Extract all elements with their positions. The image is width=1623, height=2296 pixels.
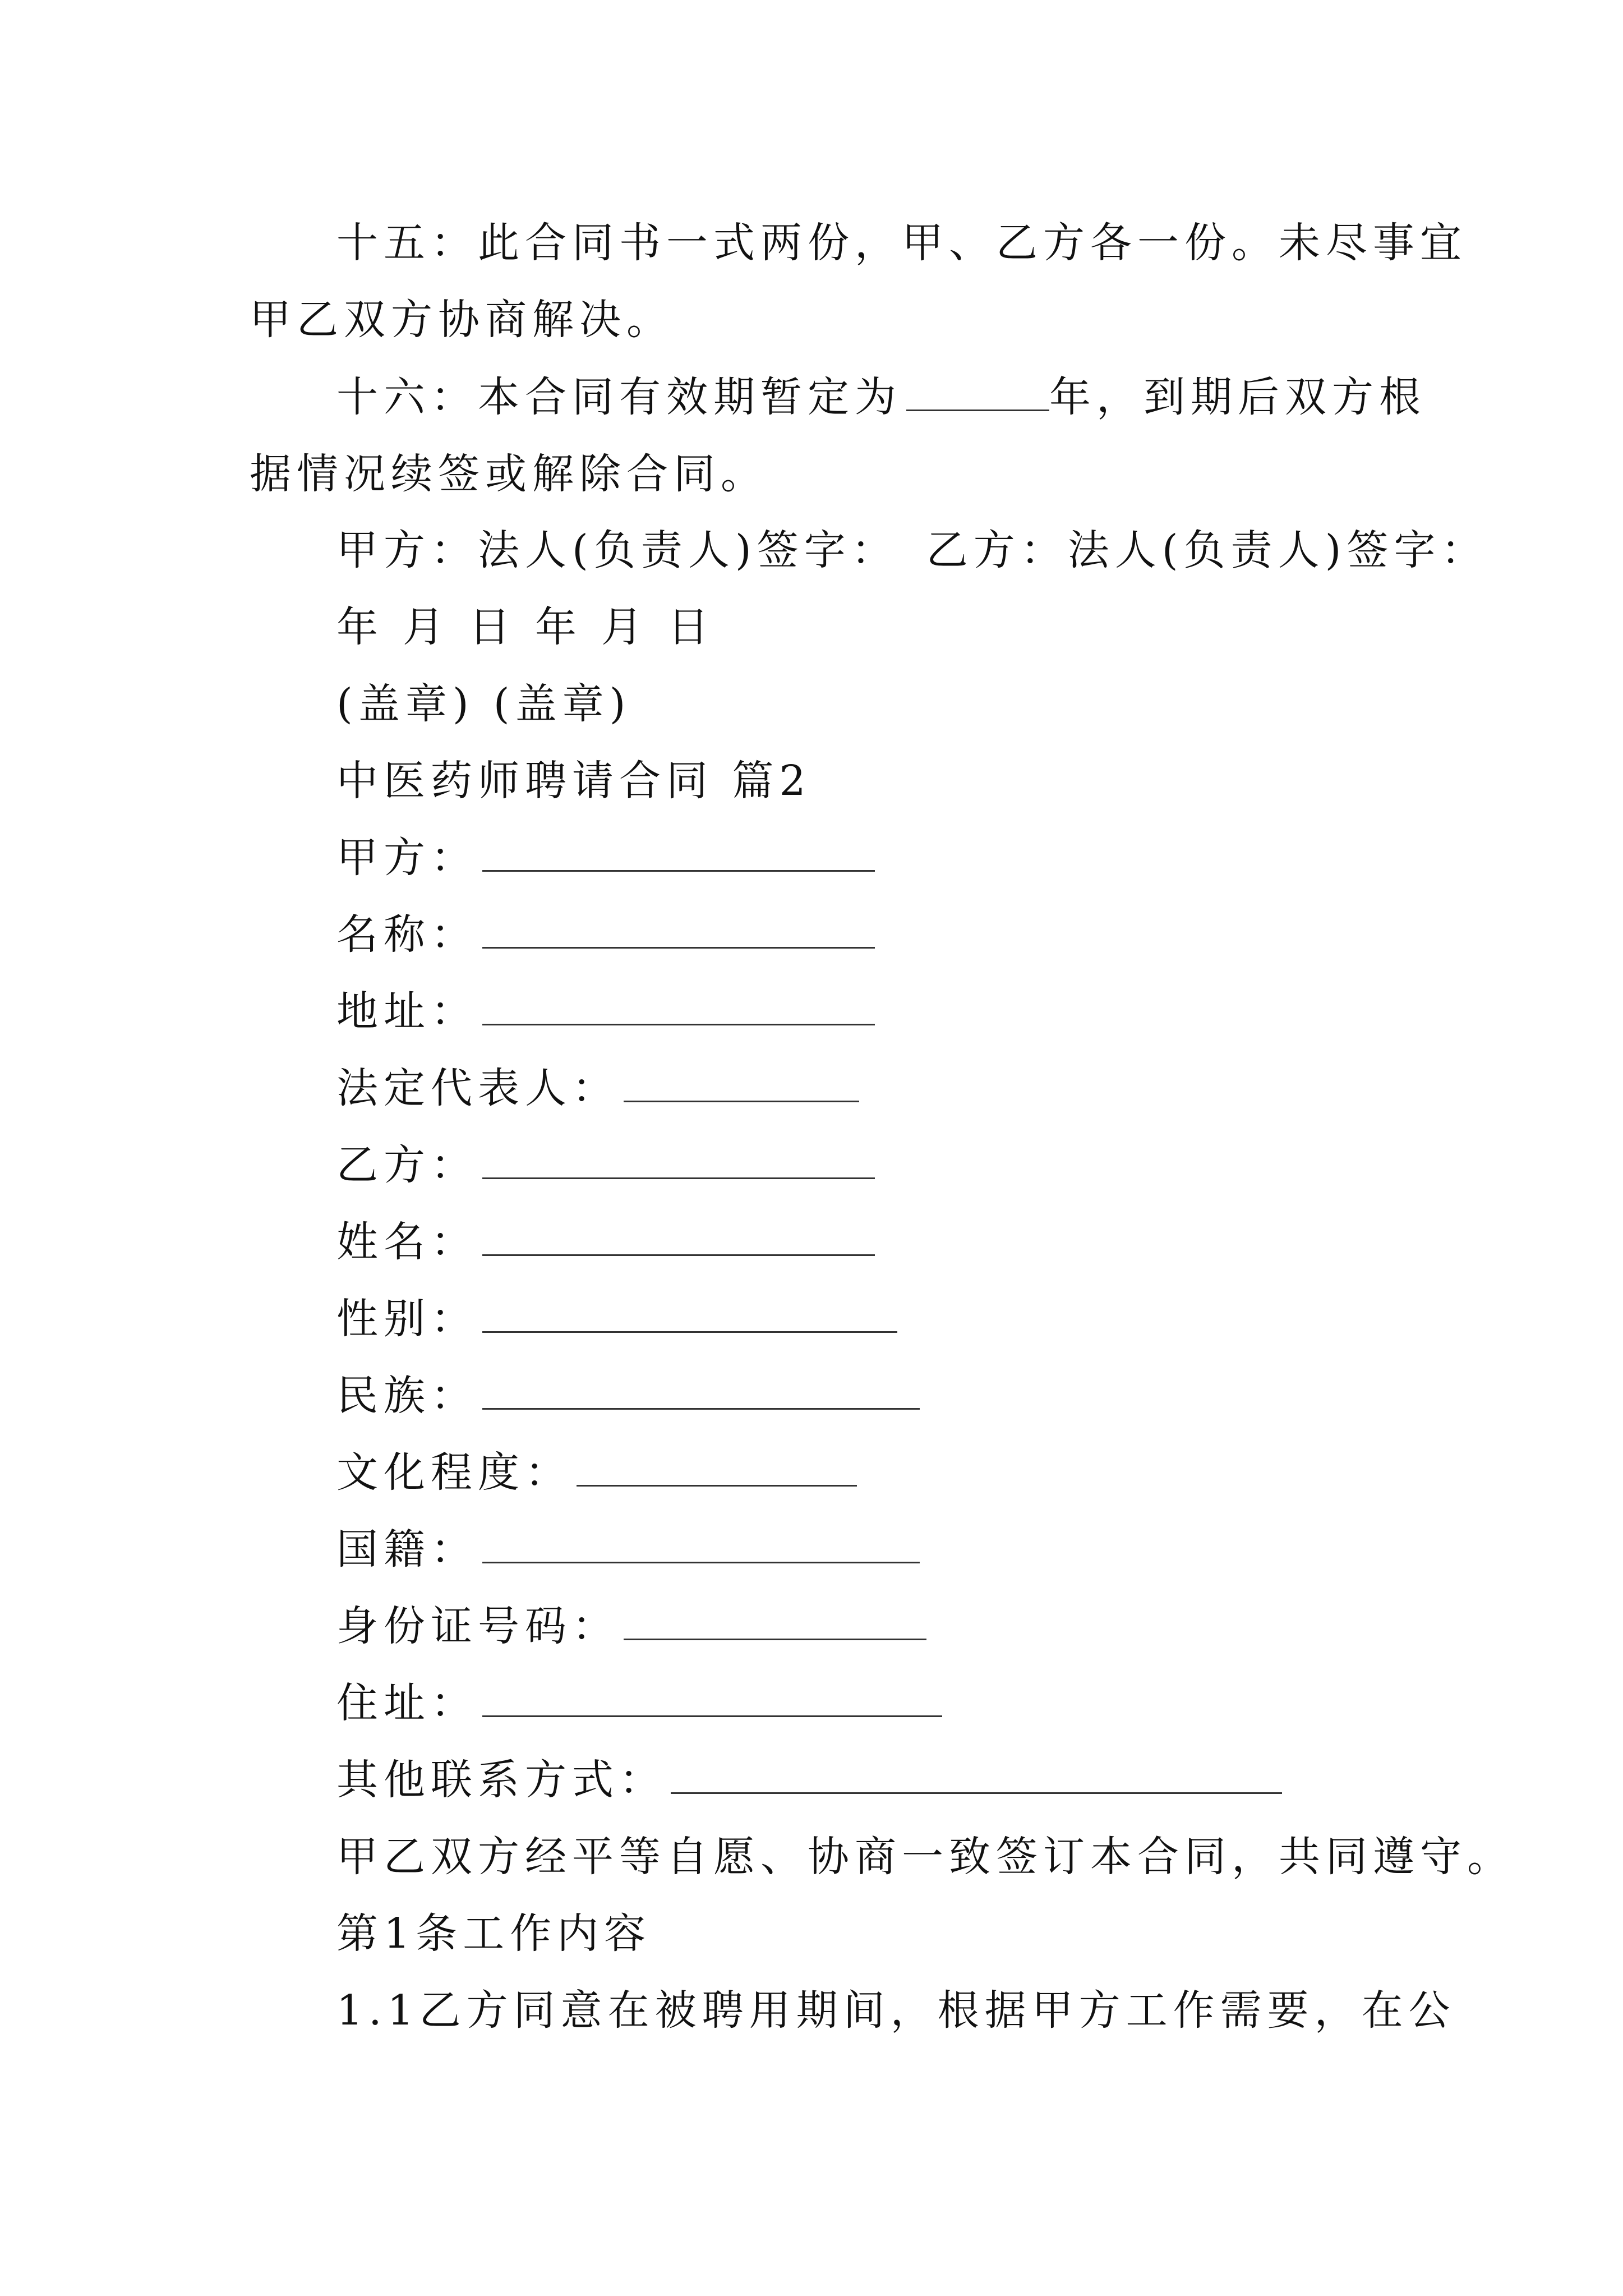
clause-16-text-before: 十六：本合同有效期暂定为	[336, 373, 902, 421]
date-year-b: 年	[535, 603, 582, 651]
field-blank	[482, 835, 875, 872]
field-blank	[482, 912, 875, 949]
field-blank	[482, 1373, 920, 1410]
seal-b: (盖章)	[493, 680, 631, 728]
field-blank	[624, 1604, 926, 1640]
field-blank	[482, 989, 875, 1025]
field-blank	[482, 1527, 920, 1563]
field-label: 其他联系方式：	[336, 1756, 666, 1804]
field-label: 法定代表人：	[336, 1064, 619, 1112]
date-year-a: 年	[336, 603, 384, 651]
field-label: 性别：	[336, 1295, 478, 1343]
field-blank	[482, 1681, 942, 1717]
date-day-b: 日	[667, 603, 714, 651]
date-line	[336, 600, 714, 654]
field-label: 文化程度：	[336, 1448, 572, 1497]
field-blank	[482, 1220, 875, 1256]
clause-15-line-2: 甲乙双方协商解决。	[250, 296, 674, 344]
clause-15-line-1: 十五：此合同书一式两份，甲、乙方各一份。未尽事宜	[336, 219, 1467, 267]
field-address	[336, 984, 875, 1038]
clause-16-line-2: 据情况续签或解除合同。	[250, 450, 768, 498]
clause-16-line-1	[336, 370, 1426, 424]
field-blank	[624, 1066, 859, 1102]
field-ethnicity	[336, 1369, 920, 1423]
field-party-b	[336, 1138, 875, 1192]
article-1-title: 第1条工作内容	[336, 1910, 652, 1958]
field-label: 乙方：	[336, 1141, 478, 1189]
date-day-a: 日	[469, 603, 516, 651]
field-label: 国籍：	[336, 1525, 478, 1573]
field-legal-rep	[336, 1061, 859, 1115]
field-label: 身份证号码：	[336, 1602, 619, 1650]
section-2-title: 中医药师聘请合同 篇2	[336, 757, 811, 805]
field-blank	[482, 1296, 897, 1333]
field-nationality	[336, 1522, 920, 1576]
field-education	[336, 1446, 857, 1499]
field-name	[336, 908, 875, 961]
seal-line	[336, 677, 631, 731]
date-month-a: 月	[403, 603, 450, 651]
term-years-blank	[906, 375, 1049, 411]
agreement-text: 甲乙双方经平等自愿、协商一致签订本合同，共同遵守。	[336, 1833, 1514, 1881]
field-id-number	[336, 1599, 926, 1653]
field-label: 地址：	[336, 987, 478, 1036]
field-blank	[577, 1450, 857, 1487]
field-label: 住址：	[336, 1679, 478, 1727]
field-label: 甲方：	[336, 834, 478, 882]
field-gender	[336, 1292, 897, 1346]
field-party-a	[336, 831, 875, 885]
clause-16-text-after: 年，到期后双方根	[1049, 373, 1426, 421]
party-a-signature-label: 甲方：法人(负责人)签字：	[336, 526, 898, 574]
field-label: 民族：	[336, 1372, 478, 1420]
field-person-name	[336, 1215, 875, 1269]
field-label: 姓名：	[336, 1218, 478, 1266]
seal-a: (盖章)	[336, 680, 474, 728]
date-month-b: 月	[601, 603, 648, 651]
field-other-contact	[336, 1753, 1282, 1807]
field-label: 名称：	[336, 910, 478, 959]
field-residence	[336, 1676, 942, 1730]
field-blank	[482, 1143, 875, 1179]
party-b-signature-label: 乙方：法人(负责人)签字：	[926, 526, 1488, 574]
signature-line	[336, 523, 1488, 577]
article-1-1-text: 1.1乙方同意在被聘用期间，根据甲方工作需要，在公	[336, 1986, 1456, 2035]
field-blank	[671, 1757, 1282, 1794]
